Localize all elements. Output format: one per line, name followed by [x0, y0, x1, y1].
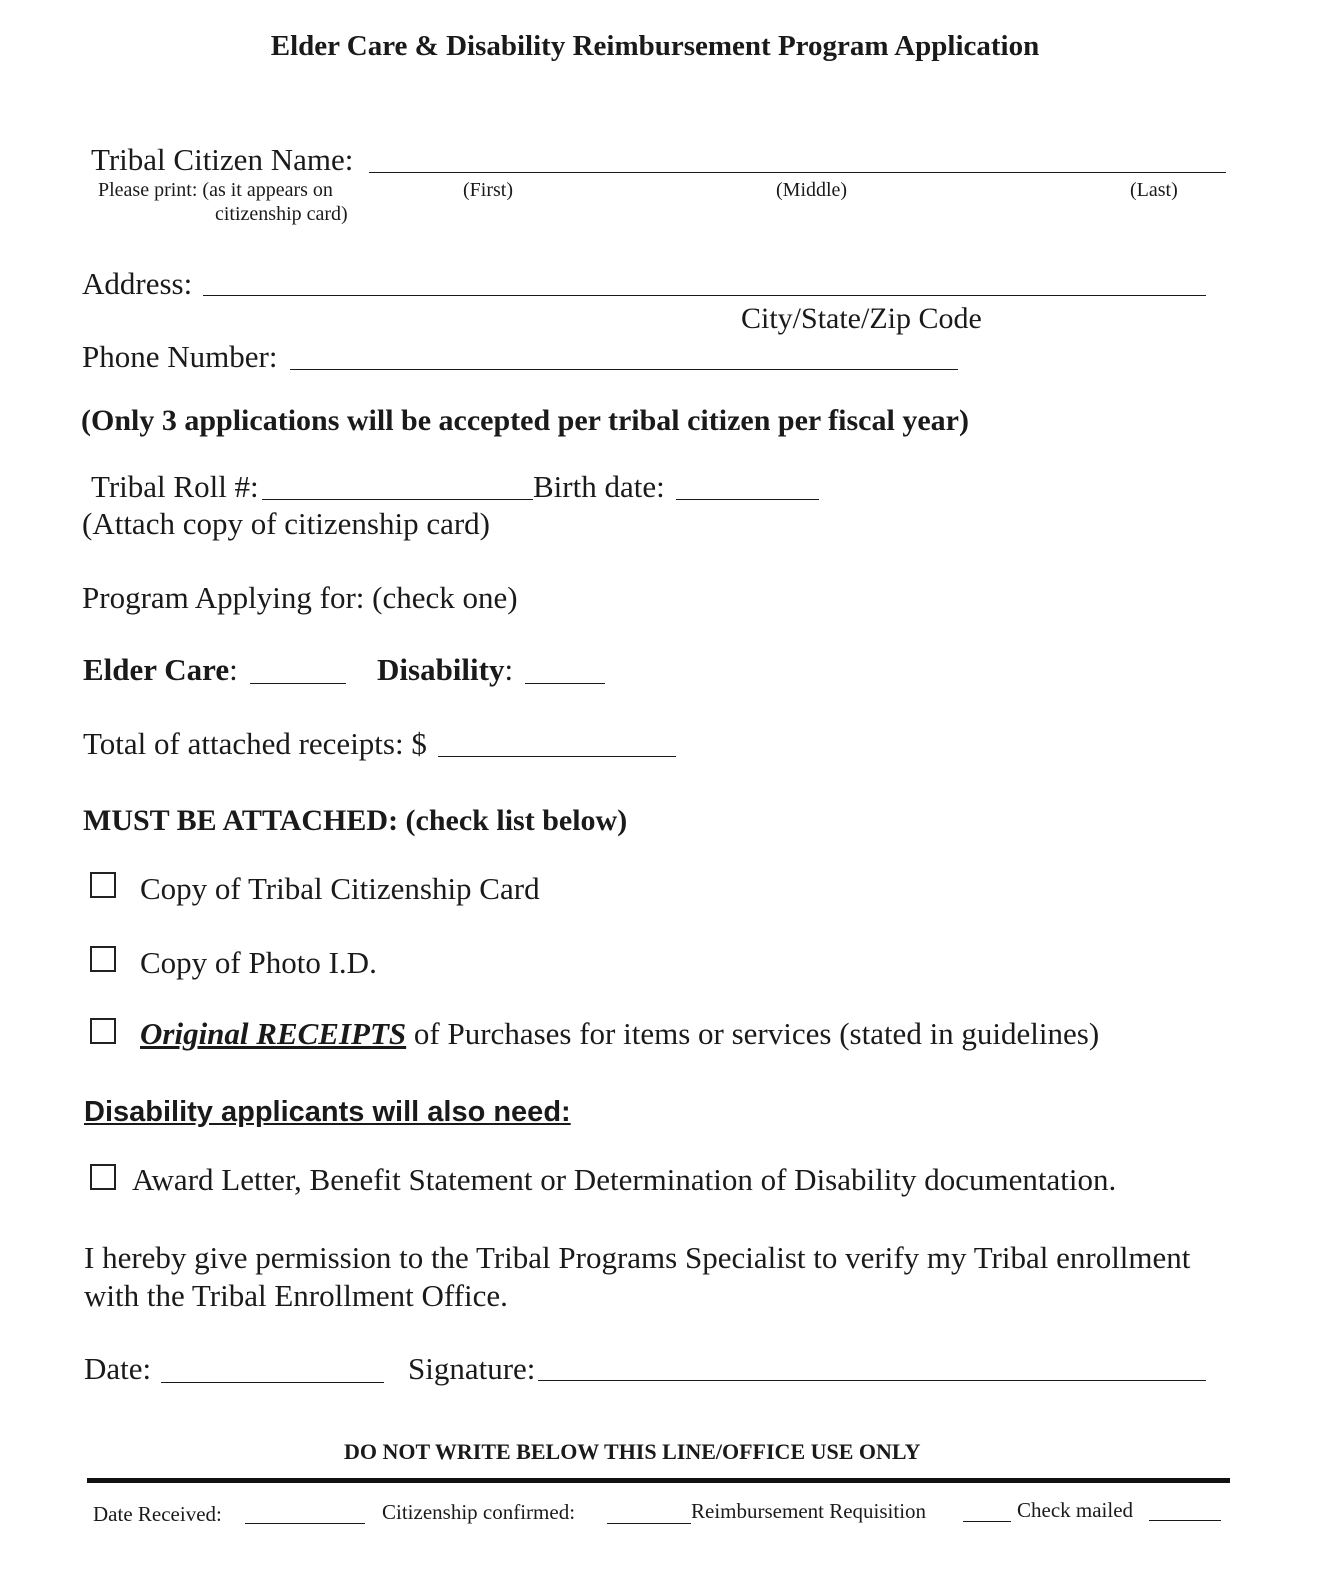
citizenship-card-item: Copy of Tribal Citizenship Card — [140, 871, 540, 906]
disability-colon: : — [504, 652, 514, 687]
citizenship-card-checkbox[interactable] — [90, 872, 116, 898]
original-receipts-item — [140, 1016, 1099, 1052]
reimbursement-requisition-label: Reimbursement Requisition — [691, 1499, 927, 1523]
citizenship-confirmed-field[interactable] — [607, 1523, 691, 1524]
date-received-label: Date Received: — [93, 1502, 222, 1526]
office-use-divider — [87, 1478, 1230, 1483]
signature-field[interactable] — [538, 1380, 1206, 1381]
disability-label: Disability — [377, 652, 505, 687]
birth-date-label: Birth date: — [533, 469, 665, 504]
reimbursement-requisition-field[interactable] — [963, 1521, 1011, 1522]
citizen-name-field[interactable] — [369, 172, 1226, 173]
disability-option — [377, 652, 513, 688]
original-receipts-text: of Purchases for items or services (stated in guidelines) — [406, 1016, 1100, 1051]
check-mailed-label: Check mailed — [1017, 1498, 1134, 1522]
attach-card-note: (Attach copy of citizenship card) — [82, 506, 490, 541]
date-received-field[interactable] — [245, 1523, 365, 1524]
office-use-heading: DO NOT WRITE BELOW THIS LINE/OFFICE USE ONLY — [344, 1439, 921, 1464]
middle-name-caption: (Middle) — [776, 179, 848, 201]
tribal-roll-label: Tribal Roll #: — [91, 469, 259, 504]
original-receipts-checkbox[interactable] — [90, 1018, 116, 1044]
citizenship-confirmed-label: Citizenship confirmed: — [382, 1500, 576, 1524]
photo-id-item: Copy of Photo I.D. — [140, 945, 377, 980]
program-label: Program Applying for: (check one) — [82, 580, 518, 615]
disability-check-field[interactable] — [525, 683, 605, 684]
receipts-total-field[interactable] — [438, 756, 676, 757]
address-field[interactable] — [203, 295, 1206, 296]
elder-care-colon: : — [229, 652, 238, 687]
elder-care-check-field[interactable] — [250, 683, 346, 684]
elder-care-option — [83, 652, 238, 688]
date-field[interactable] — [161, 1382, 384, 1383]
phone-label: Phone Number: — [82, 339, 278, 374]
disability-applicants-heading: Disability applicants will also need: — [84, 1096, 571, 1128]
award-letter-checkbox[interactable] — [90, 1164, 116, 1190]
citizen-name-label: Tribal Citizen Name: — [91, 142, 354, 177]
award-letter-item: Award Letter, Benefit Statement or Determination of Disability documentation. — [132, 1162, 1117, 1197]
birth-date-field[interactable] — [676, 499, 819, 500]
check-mailed-field[interactable] — [1149, 1520, 1221, 1521]
phone-field[interactable] — [290, 369, 958, 370]
name-hint-line2: citizenship card) — [215, 203, 348, 225]
signature-label: Signature: — [408, 1351, 536, 1386]
application-limit-notice: (Only 3 applications will be accepted per tribal citizen per fiscal year) — [81, 404, 969, 437]
form-title: Elder Care & Disability Reimbursement Program Application — [270, 30, 1040, 62]
date-label: Date: — [84, 1351, 152, 1386]
tribal-roll-field[interactable] — [262, 499, 533, 500]
first-name-caption: (First) — [463, 179, 513, 201]
must-attach-heading: MUST BE ATTACHED: (check list below) — [83, 804, 628, 837]
original-receipts-emphasis: Original RECEIPTS — [140, 1016, 407, 1051]
address-label: Address: — [82, 266, 193, 301]
elder-care-label: Elder Care — [83, 652, 230, 687]
photo-id-checkbox[interactable] — [90, 946, 116, 972]
name-hint-line1: Please print: (as it appears on — [98, 179, 333, 201]
city-state-zip-caption: City/State/Zip Code — [741, 302, 982, 335]
receipts-total-label: Total of attached receipts: $ — [83, 726, 427, 761]
last-name-caption: (Last) — [1130, 179, 1178, 201]
permission-text-line1: I hereby give permission to the Tribal Programs Specialist to verify my Tribal enrollment — [84, 1240, 1191, 1275]
permission-text-line2: with the Tribal Enrollment Office. — [84, 1278, 508, 1313]
